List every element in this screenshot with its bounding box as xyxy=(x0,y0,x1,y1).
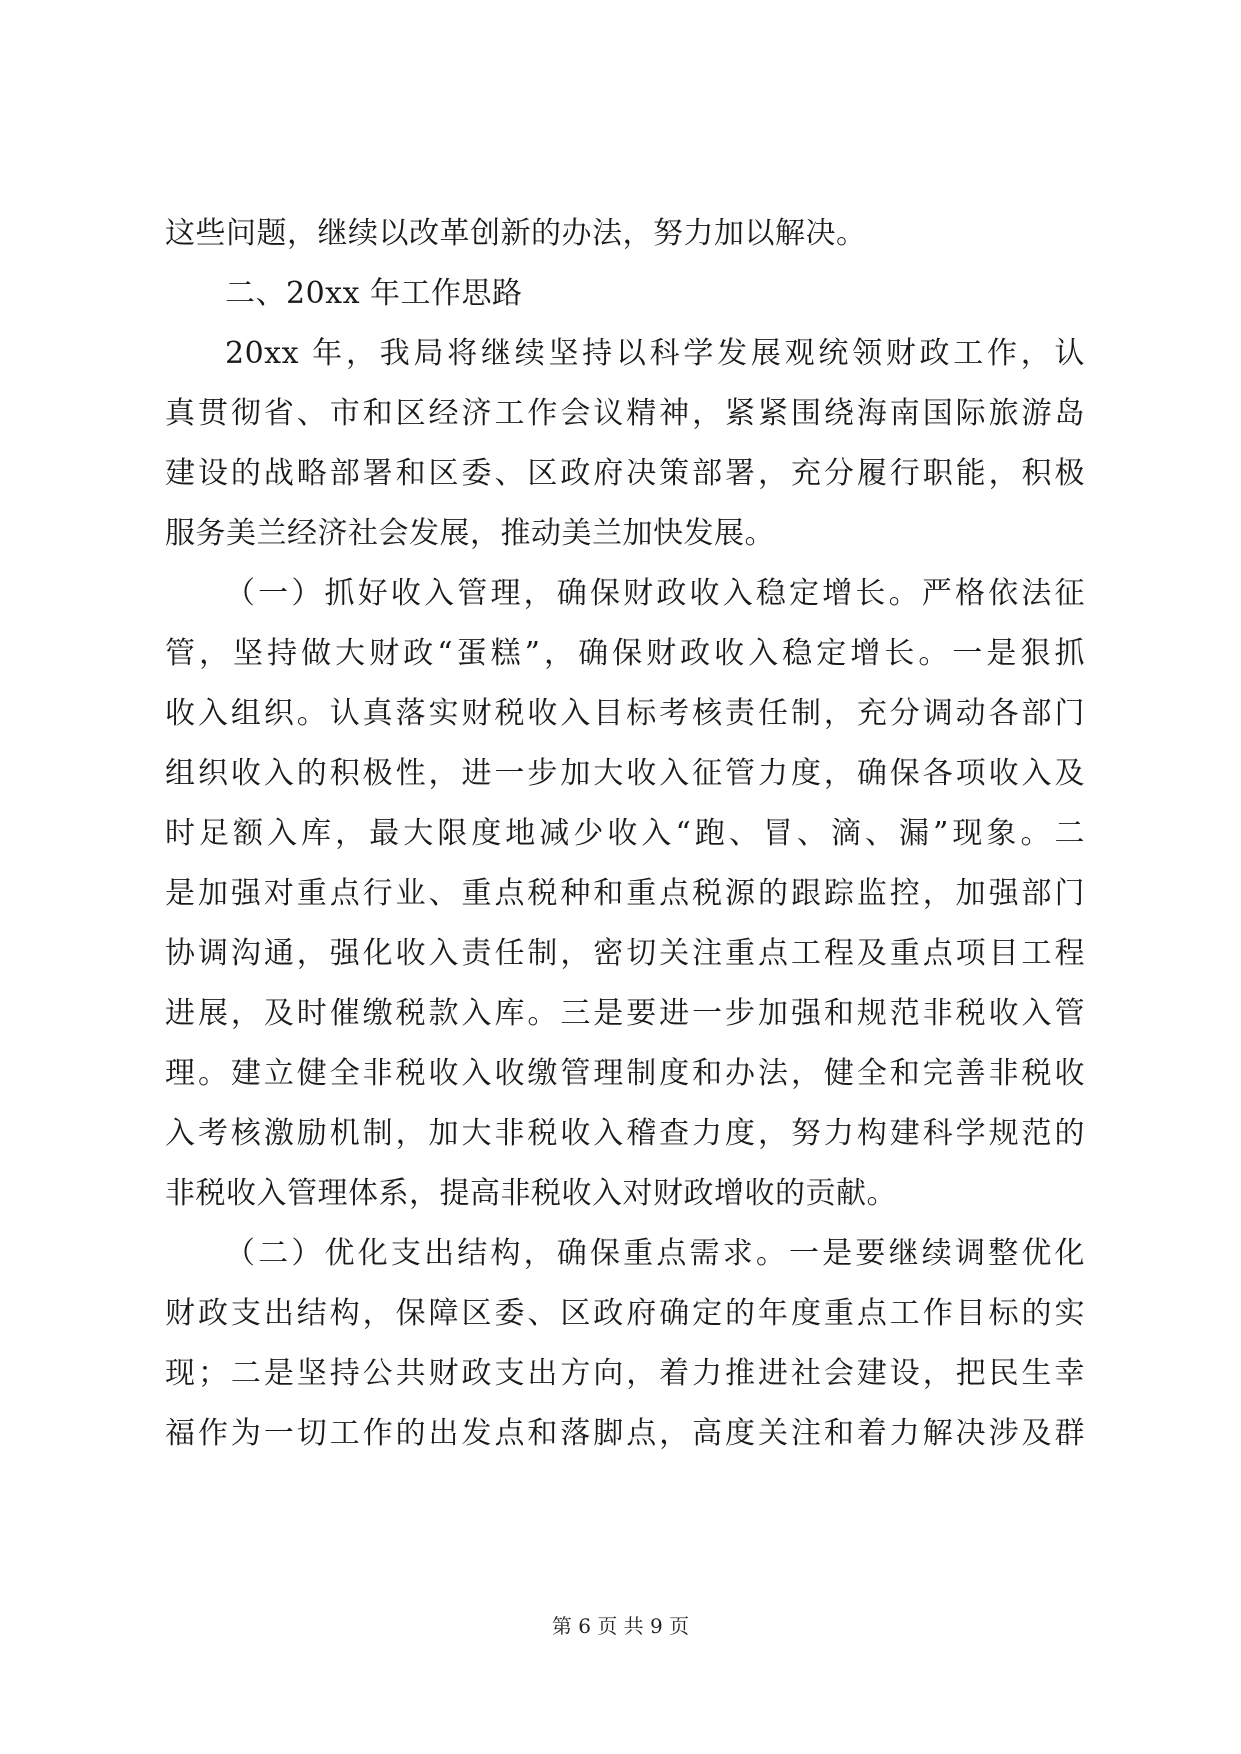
text-line: 财政支出结构，保障区委、区政府确定的年度重点工作目标的实 xyxy=(165,1296,1085,1331)
text-line: 非税收入管理体系，提高非税收入对财政增收的贡献。 xyxy=(165,1176,897,1211)
text-line: 时足额入库，最大限度地减少收入“跑、冒、滴、漏”现象。二 xyxy=(165,816,1085,851)
text-line: 协调沟通，强化收入责任制，密切关注重点工程及重点项目工程 xyxy=(165,936,1085,971)
text-line: 建设的战略部署和区委、区政府决策部署，充分履行职能，积极 xyxy=(165,456,1085,491)
text-line: 服务美兰经济社会发展，推动美兰加快发展。 xyxy=(165,516,775,551)
text-line: 组织收入的积极性，进一步加大收入征管力度，确保各项收入及 xyxy=(165,756,1085,791)
text-line: 理。建立健全非税收入收缴管理制度和办法，健全和完善非税收 xyxy=(165,1056,1085,1091)
text-line: 进展，及时催缴税款入库。三是要进一步加强和规范非税收入管 xyxy=(165,996,1085,1031)
text-line: （二）优化支出结构，确保重点需求。一是要继续调整优化 xyxy=(225,1236,1085,1271)
page-footer: 第 6 页 共 9 页 xyxy=(551,1614,690,1638)
document-body xyxy=(165,204,1085,1464)
text-line: 管，坚持做大财政“蛋糕”，确保财政收入稳定增长。一是狠抓 xyxy=(165,636,1085,671)
text-line: 20xx 年，我局将继续坚持以科学发展观统领财政工作，认 xyxy=(225,336,1085,371)
text-line: 现；二是坚持公共财政支出方向，着力推进社会建设，把民生幸 xyxy=(165,1356,1085,1391)
text-line: 入考核激励机制，加大非税收入稽查力度，努力构建科学规范的 xyxy=(165,1116,1085,1151)
text-line: 是加强对重点行业、重点税种和重点税源的跟踪监控，加强部门 xyxy=(165,876,1085,911)
text-line: 这些问题，继续以改革创新的办法，努力加以解决。 xyxy=(165,216,867,251)
text-line: 收入组织。认真落实财税收入目标考核责任制，充分调动各部门 xyxy=(165,696,1085,731)
text-line: 真贯彻省、市和区经济工作会议精神，紧紧围绕海南国际旅游岛 xyxy=(165,396,1085,431)
text-line: 福作为一切工作的出发点和落脚点，高度关注和着力解决涉及群 xyxy=(165,1416,1085,1451)
section-heading: 二、20xx 年工作思路 xyxy=(225,276,523,311)
text-line: （一）抓好收入管理，确保财政收入稳定增长。严格依法征 xyxy=(225,576,1085,611)
